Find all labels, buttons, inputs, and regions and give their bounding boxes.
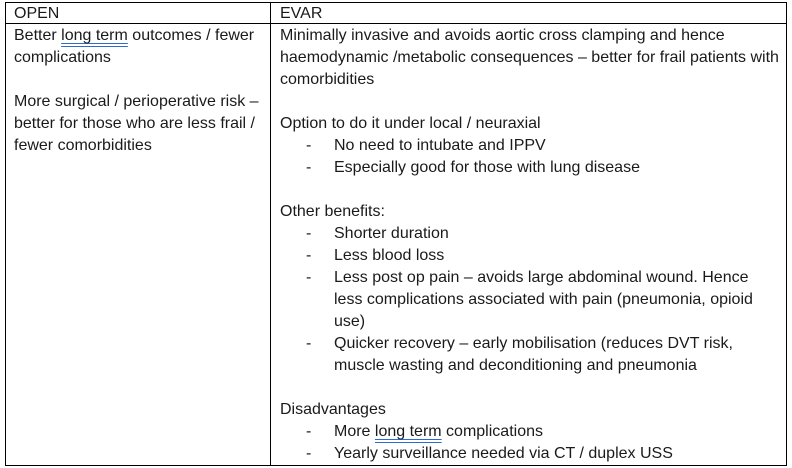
list-item: - More long term complications: [280, 421, 780, 443]
open-outcomes: Better long term outcomes / fewer complications: [14, 27, 255, 66]
open-risk: More surgical / perioperative risk – better for those who are less frail / fewer comorbidities: [14, 93, 259, 154]
long-term-phrase: long term: [374, 423, 442, 440]
column-divider: [270, 3, 271, 466]
list-item: - Less post op pain – avoids large abdominal wound. Hence less complications associated with pain (pneumonia, opioid use): [306, 269, 753, 330]
list-item: - Especially good for those with lung disease: [280, 157, 780, 179]
bullet-dash: -: [306, 247, 312, 264]
header-open: OPEN: [14, 5, 60, 22]
header-row: [6, 3, 786, 24]
bullet-dash: -: [306, 269, 312, 286]
benefits-list: [280, 223, 780, 377]
long-term-phrase: long term: [61, 27, 128, 44]
list-item: - Yearly surveillance needed via CT / duplex USS: [280, 443, 780, 465]
anaesthesia-list: [280, 135, 780, 179]
bullet-dash: -: [306, 445, 312, 462]
evar-cell: [280, 25, 780, 465]
benefits-heading: Other benefits:: [280, 203, 385, 220]
list-item: - Shorter duration: [280, 223, 780, 245]
bullet-dash: -: [306, 335, 312, 352]
list-item: - Quicker recovery – early mobilisation (reduces DVT risk, muscle wasting and deconditioning and pneumonia: [306, 335, 733, 374]
disadvantages-list: [280, 421, 780, 465]
open-cell: [14, 25, 264, 157]
header-evar: EVAR: [280, 5, 323, 22]
evar-intro: Minimally invasive and avoids aortic cross clamping and hence haemodynamic /metabolic consequences – better for frail patients with comorbidities: [280, 27, 779, 88]
bullet-dash: -: [306, 159, 312, 176]
anaesthesia-heading: Option to do it under local / neuraxial: [280, 115, 541, 132]
comparison-table: [5, 2, 787, 466]
bullet-dash: -: [306, 137, 312, 154]
bullet-dash: -: [306, 225, 312, 242]
list-item: - No need to intubate and IPPV: [280, 135, 780, 157]
list-item: - Less blood loss: [280, 245, 780, 267]
disadvantages-heading: Disadvantages: [280, 401, 386, 418]
bullet-dash: -: [306, 423, 312, 440]
